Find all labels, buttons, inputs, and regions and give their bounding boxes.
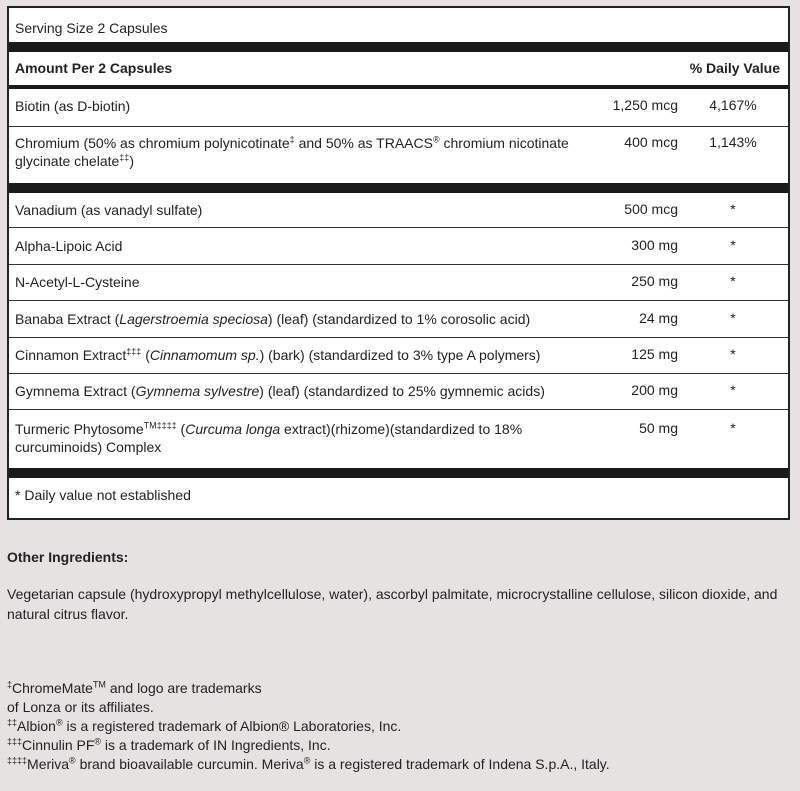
nutrient-dv: * <box>730 273 736 289</box>
divider-bar <box>9 468 788 478</box>
nutrient-name: Chromium (50% as chromium polynicotinate‡ and 50% as TRAACS® chromium nicotinate glycinate chelate‡‡) <box>15 134 569 169</box>
nutrient-name: Banaba Extract (Lagerstroemia speciosa) (leaf) (standardized to 1% corosolic acid) <box>15 311 531 327</box>
trademark-line: of Lonza or its affiliates. <box>7 699 154 715</box>
supplement-facts-panel <box>7 6 790 520</box>
nutrient-amount: 1,250 mcg <box>612 97 678 113</box>
row-divider <box>9 409 788 410</box>
nutrient-dv: * <box>730 237 736 253</box>
nutrient-dv: * <box>730 346 736 362</box>
row-divider <box>9 300 788 301</box>
nutrient-name: Alpha-Lipoic Acid <box>15 238 123 254</box>
divider-bar <box>9 183 788 193</box>
row-divider <box>9 373 788 374</box>
footnote: * Daily value not established <box>15 487 191 503</box>
serving-size: Serving Size 2 Capsules <box>15 20 168 36</box>
other-ingredients-title: Other Ingredients: <box>7 549 129 565</box>
nutrient-amount: 300 mg <box>631 237 678 253</box>
nutrient-name: N-Acetyl-L-Cysteine <box>15 274 140 290</box>
nutrient-amount: 24 mg <box>639 310 678 326</box>
other-ingredients-text: Vegetarian capsule (hydroxypropyl methylcellulose, water), ascorbyl palmitate, microcrystalline cellulose, silicon dioxide, and natural citrus flavor. <box>7 586 778 622</box>
nutrient-dv: 4,167% <box>709 97 757 113</box>
row-divider <box>9 264 788 265</box>
trademark-line: ‡ChromeMate™ and logo are trademarks <box>7 679 262 696</box>
row-divider <box>9 126 788 127</box>
row-divider <box>9 227 788 228</box>
divider-bar <box>9 42 788 52</box>
nutrient-name: Biotin (as D-biotin) <box>15 98 131 114</box>
nutrient-dv: * <box>730 420 736 436</box>
nutrient-name: Gymnema Extract (Gymnema sylvestre) (leaf) (standardized to 25% gymnemic acids) <box>15 383 545 399</box>
header-amount: Amount Per 2 Capsules <box>15 60 173 76</box>
nutrient-name: Vanadium (as vanadyl sulfate) <box>15 202 203 218</box>
nutrient-dv: 1,143% <box>709 134 757 150</box>
trademark-line: ‡‡‡Cinnulin PF® is a trademark of IN Ingredients, Inc. <box>7 736 331 753</box>
nutrient-amount: 250 mg <box>631 273 678 289</box>
nutrient-amount: 500 mcg <box>624 201 678 217</box>
nutrient-amount: 200 mg <box>631 382 678 398</box>
trademark-line: ‡‡Albion® is a registered trademark of Albion® Laboratories, Inc. <box>7 717 402 734</box>
nutrient-amount: 125 mg <box>631 346 678 362</box>
nutrient-name: Cinnamon Extract‡‡‡ (Cinnamomum sp.) (bark) (standardized to 3% type A polymers) <box>15 346 541 363</box>
row-divider <box>9 337 788 338</box>
header-daily-value: % Daily Value <box>689 60 780 76</box>
nutrient-dv: * <box>730 201 736 217</box>
nutrient-amount: 400 mcg <box>624 134 678 150</box>
divider-bar <box>9 85 788 89</box>
trademark-notes <box>7 679 787 774</box>
nutrient-dv: * <box>730 382 736 398</box>
nutrient-name: Turmeric Phytosome$^{TM\ddagger\ddagger\ddagger\ddagger}$ (Curcuma longa extract)(rhizome)(standardized to 18% curcuminoids) Complex <box>15 420 523 455</box>
trademark-line: ‡‡‡‡Meriva® brand bioavailable curcumin. Meriva® is a registered trademark of Indena S.p.A., Italy. <box>7 755 610 772</box>
nutrient-amount: 50 mg <box>639 420 678 436</box>
nutrient-dv: * <box>730 310 736 326</box>
